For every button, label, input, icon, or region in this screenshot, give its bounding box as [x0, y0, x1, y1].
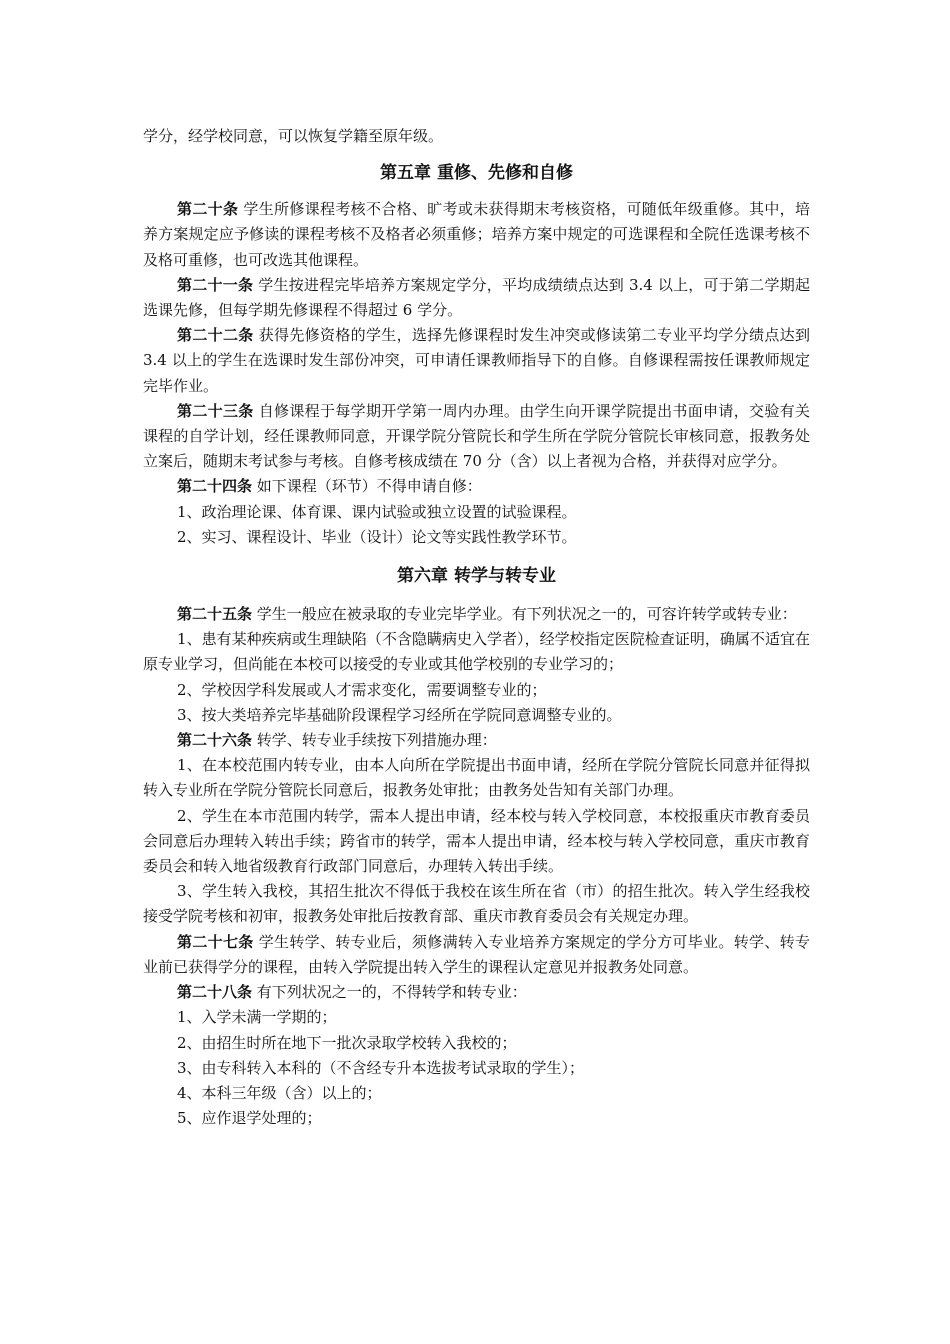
article-text: 学生一般应在被录取的专业完毕学业。有下列状况之一的，可容许转学或转专业：: [252, 605, 797, 624]
article-28: [143, 980, 810, 1005]
article-25: [143, 602, 810, 627]
list-item: 2、由招生时所在地下一批次录取学校转入我校的；: [177, 1033, 517, 1052]
article-text: 学生转学、转专业后，须修满转入专业培养方案规定的学分方可毕业。转学、转专业前已获得学分的课程，由转入学院提出转入学生的课程认定意见并报教务处同意。: [143, 932, 810, 976]
article-number: 第二十五条: [177, 605, 253, 624]
article-text: 自修课程于每学期开学第一周内办理。由学生向开课学院提出书面申请，交验有关课程的自学计划，经任课教师同意，开课学院分管院长和学生所在学院分管院长审核同意，报教务处立案后，随期末考试参与考核。自修考核成绩在 70 分（含）以上者视为合格，并获得对应学分。: [143, 401, 810, 471]
list-item: 3、由专科转入本科的（不含经专升本选拔考试录取的学生）；: [177, 1058, 585, 1077]
article-number: 第二十一条: [177, 275, 254, 294]
article-text: 学生所修课程考核不合格、旷考或未获得期末考核资格，可随低年级重修。其中，培养方案规定应予修读的课程考核不及格者必须重修；培养方案中规定的可选课程和全院任选课考核不及格可重修，也可改选其他课程。: [143, 200, 810, 269]
intro-paragraph: 学分，经学校同意，可以恢复学籍至原年级。: [143, 127, 444, 145]
list-item: 4、本科三年级（含）以上的；: [177, 1083, 382, 1102]
list-item: 3、按大类培养完毕基础阶段课程学习经所在学院同意调整专业的。: [177, 705, 622, 724]
article-number: 第二十七条: [177, 932, 254, 951]
article-number: 第二十四条: [177, 477, 253, 496]
document-page: [143, 124, 810, 1131]
article-number: 第二十条: [177, 200, 239, 219]
article-text: 有下列状况之一的，不得转学和转专业：: [252, 983, 527, 1002]
article-text: 获得先修资格的学生，选择先修课程时发生冲突或修读第二专业平均学分绩点达到 3.4 以上的学生在选课时发生部份冲突，可申请任课教师指导下的自修。自修课程需按任课教师规定完毕作业。: [143, 326, 810, 395]
list-item: 2、实习、课程设计、毕业（设计）论文等实践性教学环节。: [177, 527, 577, 546]
list-item: 1、在本校范围内转专业，由本人向所在学院提出书面申请，经所在学院分管院长同意并征得拟转入专业所在学院分管院长同意后，报教务处审批；由教务处告知有关部门办理。: [143, 756, 810, 800]
article-23: [143, 399, 810, 475]
article-22: [143, 323, 810, 399]
article-20: [143, 197, 810, 273]
article-26: [143, 728, 810, 753]
article-number: 第二十六条: [177, 731, 253, 750]
article-number: 第二十八条: [177, 983, 253, 1002]
list-item: 1、入学未满一学期的；: [177, 1008, 337, 1027]
list-item: 2、学生在本市范围内转学，需本人提出申请，经本校与转入学校同意，本校报重庆市教育委员会同意后办理转入转出手续；跨省市的转学，需本人提出申请，经本校与转入学校同意，重庆市教育委员会和转入地省级教育行政部门同意后，办理转入转出手续。: [143, 806, 810, 876]
article-number: 第二十二条: [177, 326, 254, 345]
list-item: 1、患有某种疾病或生理缺陷（不含隐瞒病史入学者），经学校指定医院检查证明，确属不适宜在原专业学习，但尚能在本校可以接受的专业或其他学校别的专业学习的；: [143, 630, 810, 674]
article-text: 学生按进程完毕培养方案规定学分，平均成绩绩点达到 3.4 以上，可于第二学期起选课先修，但每学期先修课程不得超过 6 学分。: [143, 275, 810, 320]
list-item: 2、学校因学科发展或人才需求变化，需要调整专业的；: [177, 680, 547, 699]
list-item: 5、应作退学处理的；: [177, 1109, 322, 1128]
article-27: [143, 930, 810, 980]
list-item: 1、政治理论课、体育课、课内试验或独立设置的试验课程。: [177, 502, 577, 521]
chapter-5-title: 第五章 重修、先修和自修: [380, 163, 573, 184]
article-text: 转学、转专业手续按下列措施办理：: [252, 731, 497, 750]
article-21: [143, 273, 810, 323]
article-text: 如下课程（环节）不得申请自修：: [252, 477, 482, 496]
article-number: 第二十三条: [177, 401, 254, 420]
article-24: [143, 474, 810, 499]
list-item: 3、学生转入我校，其招生批次不得低于我校在该生所在省（市）的招生批次。转入学生经我校接受学院考核和初审，报教务处审批后按教育部、重庆市教育委员会有关规定办理。: [143, 882, 810, 926]
chapter-6-title: 第六章 转学与转专业: [397, 566, 556, 587]
